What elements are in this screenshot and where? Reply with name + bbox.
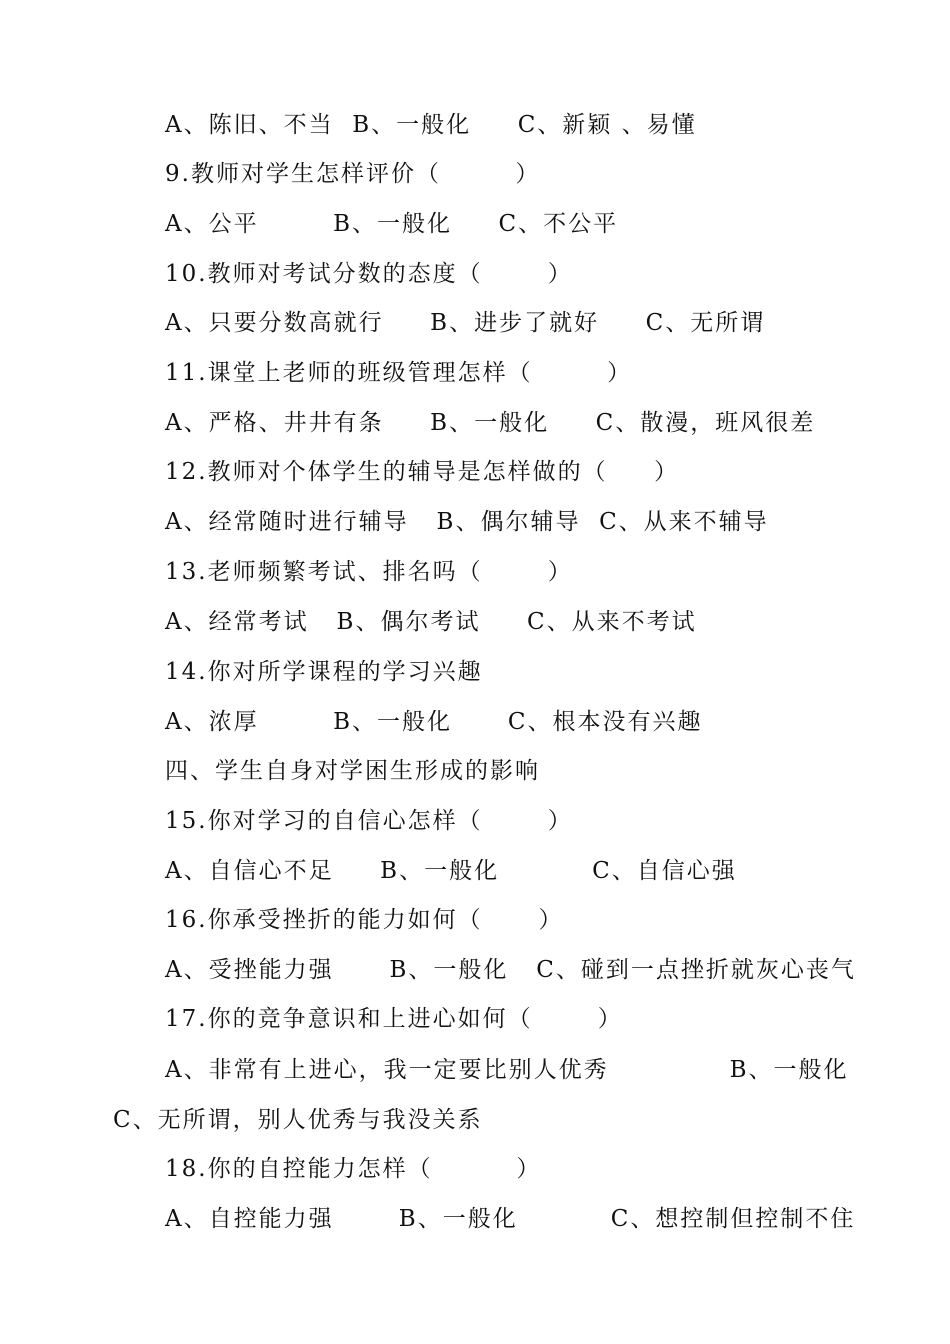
question-15: 15.你对学习的自信心怎样（ ） bbox=[165, 808, 573, 834]
options-line-14: A、浓厚 B、一般化 C、根本没有兴趣 bbox=[165, 709, 703, 735]
question-17: 17.你的竞争意识和上进心如何（ ） bbox=[165, 1006, 623, 1032]
options-line-18: A、自控能力强 B、一般化 C、想控制但控制不住 bbox=[165, 1206, 856, 1232]
options-line-15: A、自信心不足 B、一般化 C、自信心强 bbox=[165, 858, 737, 884]
options-line-17-wrap: C、无所谓，别人优秀与我没关系 bbox=[113, 1107, 483, 1133]
question-10: 10.教师对考试分数的态度（ ） bbox=[165, 261, 573, 287]
section-heading-4: 四、学生自身对学困生形成的影响 bbox=[165, 758, 540, 784]
options-line-11: A、严格、井井有条 B、一般化 C、散漫，班风很差 bbox=[165, 410, 816, 436]
question-9: 9.教师对学生怎样评价（ ） bbox=[165, 161, 541, 187]
options-line-10: A、只要分数高就行 B、进步了就好 C、无所谓 bbox=[165, 310, 766, 336]
options-line-16: A、受挫能力强 B、一般化 C、碰到一点挫折就灰心丧气 bbox=[165, 957, 856, 983]
question-13: 13.老师频繁考试、排名吗（ ） bbox=[165, 559, 573, 585]
question-16: 16.你承受挫折的能力如何（ ） bbox=[165, 907, 564, 933]
options-line-8: A、陈旧、不当 B、一般化 C、新颖 、易懂 bbox=[165, 112, 697, 138]
question-14: 14.你对所学课程的学习兴趣 bbox=[165, 659, 483, 685]
question-11: 11.课堂上老师的班级管理怎样（ ） bbox=[165, 360, 633, 386]
options-line-17: A、非常有上进心，我一定要比别人优秀 B、一般化 bbox=[165, 1057, 849, 1083]
options-line-13: A、经常考试 B、偶尔考试 C、从来不考试 bbox=[165, 609, 697, 635]
question-12: 12.教师对个体学生的辅导是怎样做的（ ） bbox=[165, 459, 680, 485]
options-line-9: A、公平 B、一般化 C、不公平 bbox=[165, 211, 619, 237]
question-18: 18.你的自控能力怎样（ ） bbox=[165, 1156, 542, 1182]
options-line-12: A、经常随时进行辅导 B、偶尔辅导 C、从来不辅导 bbox=[165, 509, 769, 535]
